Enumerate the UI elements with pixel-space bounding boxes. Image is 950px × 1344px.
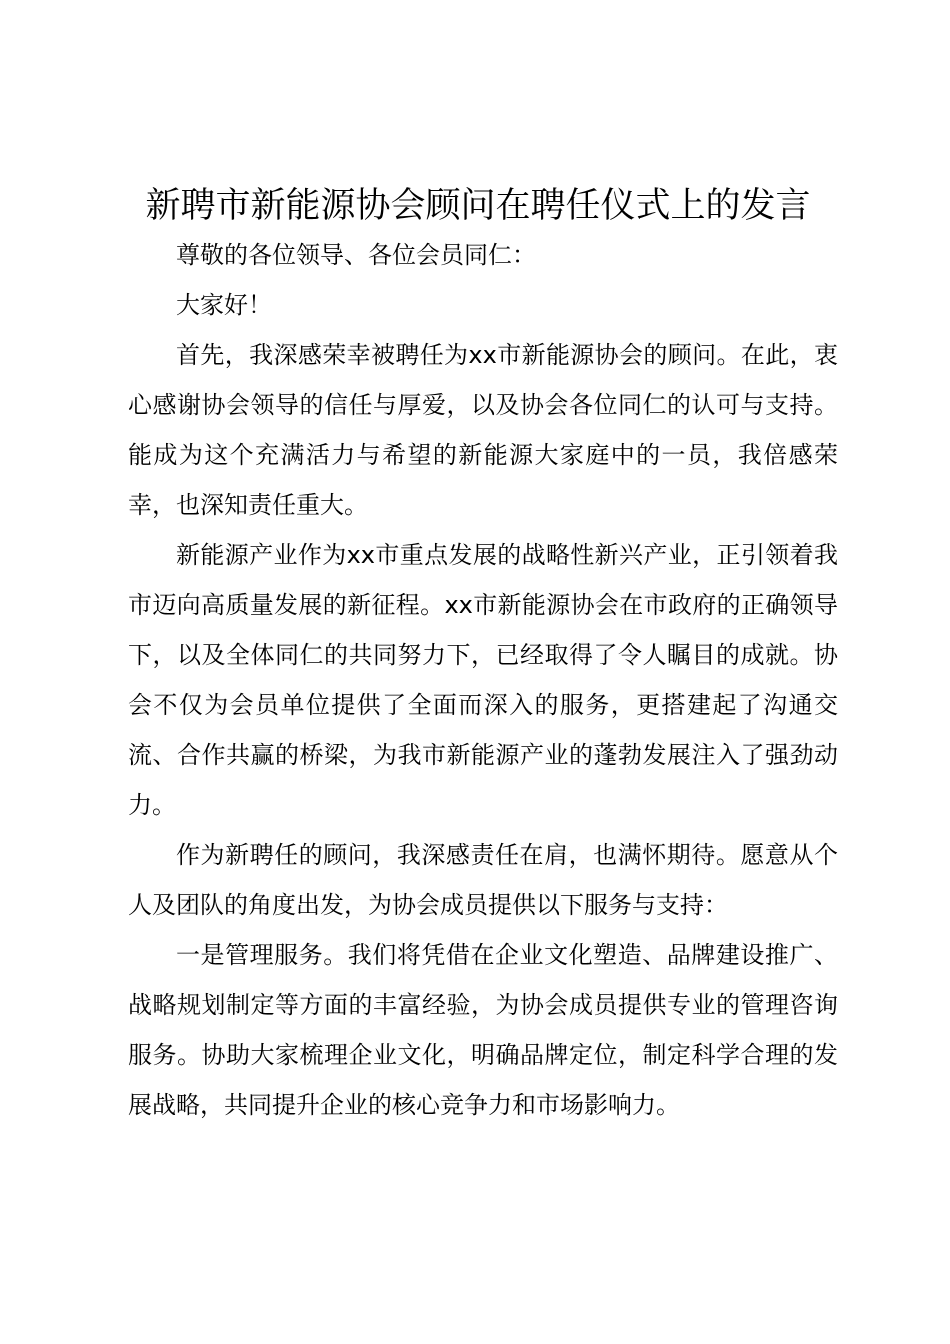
document-title: 新聘市新能源协会顾问在聘任仪式上的发言 xyxy=(145,186,811,226)
body-paragraph: 一是管理服务。我们将凭借在企业文化塑造、品牌建设推广、战略规划制定等方面的丰富经验，为协会成员提供专业的管理咨询服务。协助大家梳理企业文化，明确品牌定位，制定科学合理的发展战略，共同提升企业的核心竞争力和市场影响力。 xyxy=(128,941,838,1119)
body-paragraph: 作为新聘任的顾问，我深感责任在肩，也满怀期待。愿意从个人及团队的角度出发，为协会成员提供以下服务与支持： xyxy=(128,841,838,919)
greeting-paragraph: 大家好！ xyxy=(176,291,272,319)
salutation-paragraph: 尊敬的各位领导、各位会员同仁： xyxy=(176,241,536,269)
document-body xyxy=(128,230,838,1130)
body-paragraph: 首先，我深感荣幸被聘任为xx市新能源协会的顾问。在此，衷心感谢协会领导的信任与厚爱，以及协会各位同仁的认可与支持。能成为这个充满活力与希望的新能源大家庭中的一员，我倍感荣幸，也深知责任重大。 xyxy=(128,341,838,519)
body-paragraph: 新能源产业作为xx市重点发展的战略性新兴产业，正引领着我市迈向高质量发展的新征程。xx市新能源协会在市政府的正确领导下，以及全体同仁的共同努力下，已经取得了令人瞩目的成就。协会不仅为会员单位提供了全面而深入的服务，更搭建起了沟通交流、合作共赢的桥梁，为我市新能源产业的蓬勃发展注入了强劲动力。 xyxy=(128,541,838,819)
